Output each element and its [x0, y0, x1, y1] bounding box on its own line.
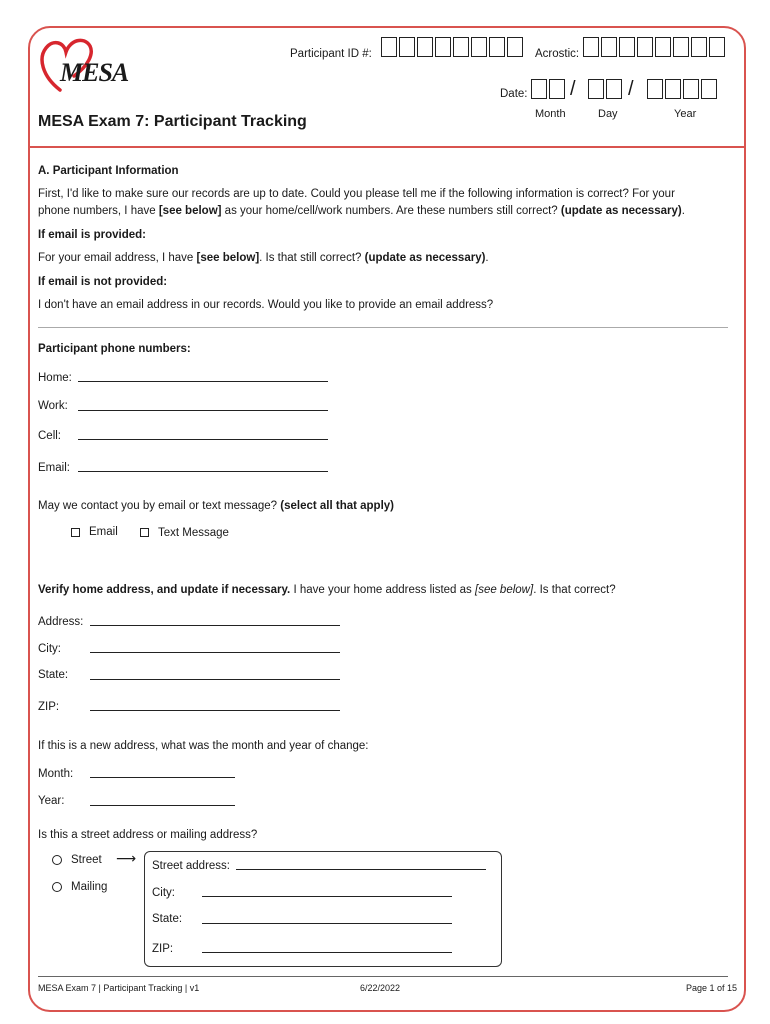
street-address-label: Street address: [152, 860, 230, 872]
email-not-provided-text: I don't have an email address in our records. Would you like to provide an email address? [38, 299, 494, 311]
section-a-heading: A. Participant Information [38, 165, 179, 177]
email-option-label: Email [89, 526, 118, 538]
state-field[interactable] [90, 679, 340, 680]
address-label: Address: [38, 616, 84, 628]
email-provided-text [38, 251, 489, 265]
street-radio[interactable] [52, 855, 62, 865]
email-field[interactable] [78, 471, 328, 472]
home-label: Home: [38, 372, 72, 384]
date-separator-2: / [628, 78, 634, 100]
email-text: . Is that still correct? [259, 252, 365, 264]
street-mailing-question: Is this a street address or mailing address? [38, 829, 258, 841]
update-instruction: (update as necessary) [560, 205, 682, 217]
email-text: For your email address, I have [38, 252, 197, 264]
phones-heading: Participant phone numbers: [38, 343, 191, 355]
verify-text: . Is that correct? [533, 584, 616, 596]
change-year-label: Year: [38, 795, 65, 807]
street-address-field[interactable] [236, 869, 486, 870]
home-phone-field[interactable] [78, 381, 328, 382]
acrostic-boxes[interactable] [583, 37, 727, 57]
change-question: If this is a new address, what was the month and year of change: [38, 740, 369, 752]
mailing-radio[interactable] [52, 882, 62, 892]
email-checkbox[interactable] [71, 528, 80, 537]
date-label: Date: [500, 88, 528, 100]
change-month-label: Month: [38, 768, 74, 780]
contact-question-text: May we contact you by email or text message? [38, 500, 281, 512]
work-phone-field[interactable] [78, 410, 328, 411]
see-below-tag: [see below] [196, 252, 260, 264]
intro-line-2 [38, 204, 685, 218]
date-day-boxes[interactable] [588, 79, 624, 99]
state-label: State: [38, 669, 69, 681]
email-text: . [485, 252, 489, 264]
street-zip-field[interactable] [202, 952, 452, 953]
see-below-tag: [see below] [475, 584, 534, 596]
intro-text: phone numbers, I have [38, 205, 159, 217]
acrostic-label: Acrostic: [535, 48, 580, 60]
year-caption: Year [674, 108, 697, 120]
address-field[interactable] [90, 625, 340, 626]
date-month-boxes[interactable] [531, 79, 567, 99]
footer-date: 6/22/2022 [360, 983, 401, 993]
contact-question [38, 499, 394, 513]
verify-text: I have your home address listed as [290, 584, 475, 596]
month-caption: Month [535, 108, 566, 120]
text-option-label: Text Message [158, 527, 229, 539]
intro-text: as your home/cell/work numbers. Are these numbers still correct? [221, 205, 561, 217]
day-caption: Day [598, 108, 618, 120]
street-city-field[interactable] [202, 896, 452, 897]
email-provided-heading: If email is provided: [38, 229, 146, 241]
verify-address-text [38, 583, 616, 597]
city-field[interactable] [90, 652, 340, 653]
mesa-logo [38, 36, 138, 96]
section-divider [38, 327, 728, 328]
participant-id-boxes[interactable] [381, 37, 525, 57]
mailing-option-label: Mailing [71, 881, 108, 893]
intro-text: . [681, 205, 685, 217]
zip-field[interactable] [90, 710, 340, 711]
date-separator-1: / [570, 78, 576, 100]
logo-text: MESA [60, 58, 129, 87]
street-state-field[interactable] [202, 923, 452, 924]
street-zip-label: ZIP: [152, 943, 174, 955]
street-city-label: City: [152, 887, 175, 899]
change-year-field[interactable] [90, 805, 235, 806]
participant-id-label: Participant ID #: [290, 48, 372, 60]
header-divider [30, 146, 744, 148]
select-all-instruction: (select all that apply) [280, 500, 395, 512]
street-option-label: Street [71, 854, 102, 866]
page-title: MESA Exam 7: Participant Tracking [38, 113, 307, 130]
footer-divider [38, 976, 728, 977]
email-not-provided-heading: If email is not provided: [38, 276, 168, 288]
cell-label: Cell: [38, 430, 62, 442]
footer-left: MESA Exam 7 | Participant Tracking | v1 [38, 983, 200, 993]
zip-label: ZIP: [38, 701, 60, 713]
text-message-checkbox[interactable] [140, 528, 149, 537]
cell-phone-field[interactable] [78, 439, 328, 440]
intro-line-1: First, I'd like to make sure our records are up to date. Could you please tell me if the following information is correct? For your [38, 188, 675, 200]
footer-page-number: Page 1 of 15 [686, 983, 738, 993]
email-label: Email: [38, 462, 70, 474]
update-instruction: (update as necessary) [364, 252, 486, 264]
street-state-label: State: [152, 913, 183, 925]
see-below-tag: [see below] [158, 205, 222, 217]
date-year-boxes[interactable] [647, 79, 719, 99]
change-month-field[interactable] [90, 777, 235, 778]
verify-instruction: Verify home address, and update if necessary. [38, 584, 291, 596]
work-label: Work: [38, 400, 68, 412]
city-label: City: [38, 643, 61, 655]
arrow-right-icon: ⟶ [116, 850, 137, 866]
